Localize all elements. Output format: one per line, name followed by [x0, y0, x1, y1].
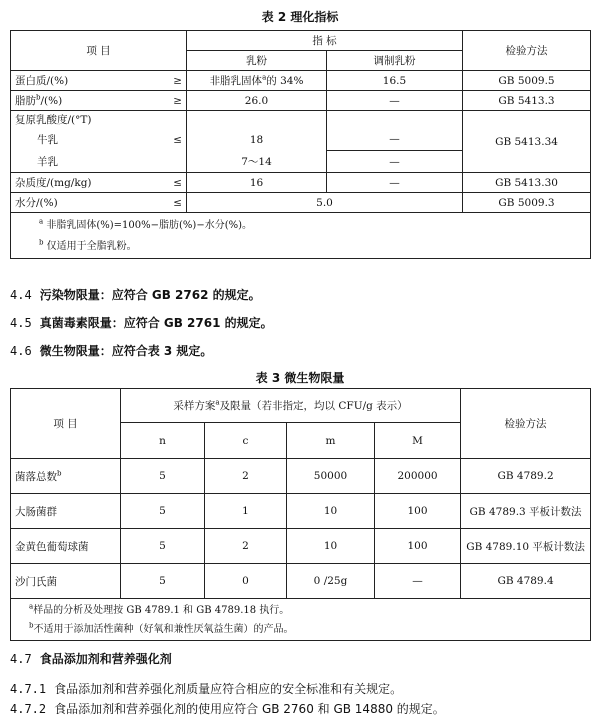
row-m: 10 [287, 529, 375, 564]
table2-row-fat [11, 91, 591, 111]
table2-head-milk: 乳粉 [187, 51, 327, 71]
table3-head-m: m [287, 423, 375, 459]
acidity-goat-label: 羊乳 [11, 151, 151, 173]
impurity-label: 杂质度/(mg/kg) [11, 173, 151, 193]
row-M: 100 [375, 494, 461, 529]
table2-row-impurity [11, 173, 591, 193]
table-row [11, 459, 591, 494]
row-n: 5 [121, 494, 205, 529]
table3-head-n: n [121, 423, 205, 459]
protein-op: ≥ [151, 71, 187, 91]
row-c: 1 [205, 494, 287, 529]
table3-title: 表 3 微生物限量 [255, 371, 345, 385]
table2-title: 表 2 理化指标 [261, 10, 339, 24]
table2-head-blend: 调制乳粉 [327, 51, 463, 71]
acidity-goat-blend-value: — [327, 151, 463, 173]
acidity-method: GB 5413.34 [463, 111, 591, 173]
table3-notes-row [11, 599, 591, 641]
water-method: GB 5009.3 [463, 193, 591, 213]
table2-row-acidity [11, 111, 591, 129]
row-n: 5 [121, 529, 205, 564]
protein-method: GB 5009.5 [463, 71, 591, 91]
clause-4-6: 4.6 微生物限量：应符合表 3 规定。 [10, 344, 213, 358]
table3-note-b: $^b$不适用于添加活性菌种（好氧和兼性厌氧益生菌）的产品。 [29, 621, 294, 635]
row-name: 菌落总数$^b$ [11, 459, 121, 494]
clause-4-4: 4.4 污染物限量：应符合 GB 2762 的规定。 [10, 288, 261, 302]
section-4-7-heading: 4.7 食品添加剂和营养强化剂 [10, 652, 172, 666]
table3-head-c: c [205, 423, 287, 459]
table2-row-water [11, 193, 591, 213]
acidity-cow-op: ≤ [151, 129, 187, 151]
table2-notes-row [11, 213, 591, 259]
row-c: 2 [205, 459, 287, 494]
table2-notes [11, 213, 591, 259]
table3-notes [11, 599, 591, 641]
acidity-cow-label: 牛乳 [11, 129, 151, 151]
protein-milk-value: 非脂乳固体$^a$的 34% [187, 71, 327, 91]
fat-label: 脂肪$^b$/(%) [11, 91, 151, 111]
impurity-blend-value: — [327, 173, 463, 193]
table3-header-row-1 [11, 389, 591, 423]
row-M: — [375, 564, 461, 599]
fat-method: GB 5413.3 [463, 91, 591, 111]
table2-note-a: $^a$ 非脂乳固体(%)=100%−脂肪(%)−水分(%)。 [39, 217, 253, 231]
table-row [11, 564, 591, 599]
acidity-label: 复原乳酸度/(°T) [11, 111, 151, 129]
table2-note-b: $^b$ 仅适用于全脂乳粉。 [39, 238, 137, 252]
table2-head-method: 检验方法 [463, 31, 591, 71]
water-label: 水分/(%) [11, 193, 151, 213]
acidity-goat-milk-value: 7～14 [187, 151, 327, 173]
table-row [11, 494, 591, 529]
row-M: 100 [375, 529, 461, 564]
row-name: 金黄色葡萄球菌 [11, 529, 121, 564]
row-method: GB 4789.2 [461, 459, 591, 494]
fat-blend-value: — [327, 91, 463, 111]
row-m: 50000 [287, 459, 375, 494]
row-method: GB 4789.10 平板计数法 [461, 529, 591, 564]
table3-head-M: M [375, 423, 461, 459]
table3-head-plan: 采样方案$^a$及限量（若非指定，均以 CFU/g 表示） [121, 389, 461, 423]
row-method: GB 4789.3 平板计数法 [461, 494, 591, 529]
table2-head-item: 项 目 [11, 31, 187, 71]
table2-head-index: 指 标 [187, 31, 463, 51]
row-name: 大肠菌群 [11, 494, 121, 529]
water-op: ≤ [151, 193, 187, 213]
table2-row-protein [11, 71, 591, 91]
clause-4-7-2: 4.7.2 食品添加剂和营养强化剂的使用应符合 GB 2760 和 GB 14880 的规定。 [10, 702, 445, 716]
row-method: GB 4789.4 [461, 564, 591, 599]
acidity-cow-milk-value: 18 [187, 129, 327, 151]
clause-4-5: 4.5 真菌毒素限量：应符合 GB 2761 的规定。 [10, 316, 273, 330]
acidity-cow-blend-value: — [327, 129, 463, 151]
row-m: 10 [287, 494, 375, 529]
row-n: 5 [121, 564, 205, 599]
table3-head-item: 项 目 [11, 389, 121, 459]
table2-header-row-1 [11, 31, 591, 51]
clause-4-7-1: 4.7.1 食品添加剂和营养强化剂质量应符合相应的安全标准和有关规定。 [10, 682, 403, 696]
row-c: 0 [205, 564, 287, 599]
fat-milk-value: 26.0 [187, 91, 327, 111]
row-c: 2 [205, 529, 287, 564]
row-M: 200000 [375, 459, 461, 494]
fat-op: ≥ [151, 91, 187, 111]
row-m: 0 /25g [287, 564, 375, 599]
protein-label: 蛋白质/(%) [11, 71, 151, 91]
table3-head-method: 检验方法 [461, 389, 591, 459]
table3-note-a: $^a$样品的分析及处理按 GB 4789.1 和 GB 4789.18 执行。 [29, 602, 290, 616]
table-row [11, 529, 591, 564]
table3 [10, 388, 591, 641]
row-name: 沙门氏菌 [11, 564, 121, 599]
protein-blend-value: 16.5 [327, 71, 463, 91]
impurity-op: ≤ [151, 173, 187, 193]
table2 [10, 30, 591, 259]
impurity-milk-value: 16 [187, 173, 327, 193]
water-value: 5.0 [187, 193, 463, 213]
row-n: 5 [121, 459, 205, 494]
impurity-method: GB 5413.30 [463, 173, 591, 193]
